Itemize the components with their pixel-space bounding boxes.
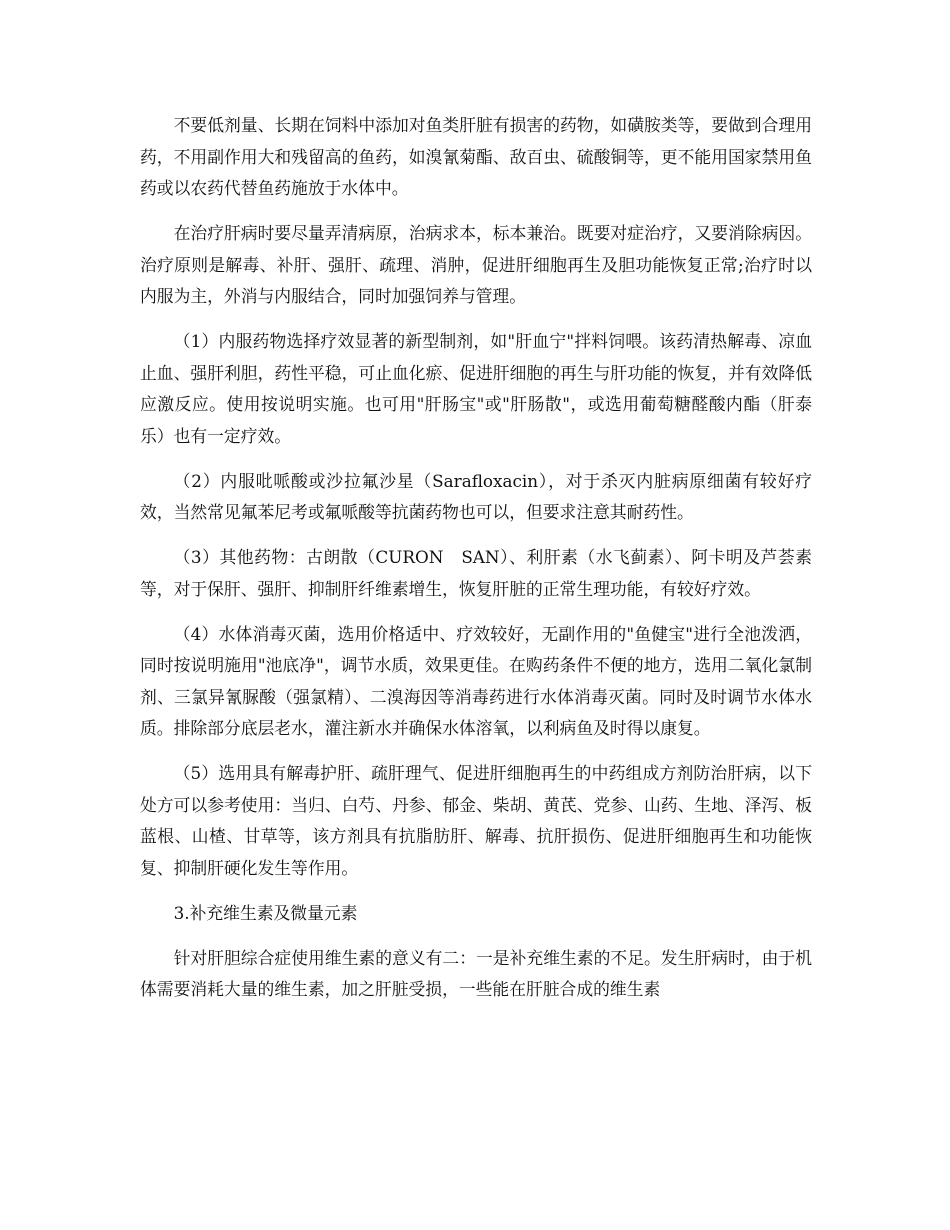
- paragraph-treatment-principle: 在治疗肝病时要尽量弄清病原，治病求本，标本兼治。既要对症治疗，又要消除病因。治疗原则是解毒、补肝、强肝、疏理、消肿，促进肝细胞再生及胆功能恢复正常;治疗时以内服为主，外消与内服结合，同时加强饲养与管理。: [140, 223, 812, 306]
- paragraph-item-2: （2）内服吡哌酸或沙拉氟沙星（Sarafloxacin），对于杀灭内脏病原细菌有较好疗效，当然常见氟苯尼考或氟哌酸等抗菌药物也可以，但要求注意其耐药性。: [140, 470, 812, 522]
- paragraph-item-1: （1）内服药物选择疗效显著的新型制剂，如"肝血宁"拌料饲喂。该药清热解毒、凉血止血、强肝利胆，药性平稳，可止血化瘀、促进肝细胞的再生与肝功能的恢复，并有效降低应激反应。使用按说明实施。也可用"肝肠宝"或"肝肠散"，或选用葡萄糖醛酸内酯（肝泰乐）也有一定疗效。: [140, 331, 812, 446]
- paragraph-drug-caution: 不要低剂量、长期在饲料中添加对鱼类肝脏有损害的药物，如磺胺类等，要做到合理用药，不用副作用大和残留高的鱼药，如溴氰菊酯、敌百虫、硫酸铜等，更不能用国家禁用鱼药或以农药代替鱼药施放于水体中。: [140, 115, 812, 198]
- document-body: [140, 110, 812, 1019]
- paragraph-item-3: （3）其他药物：古朗散（CURON SAN）、利肝素（水飞蓟素）、阿卡明及芦荟素等，对于保肝、强肝、抑制肝纤维素增生，恢复肝脏的正常生理功能，有较好疗效。: [140, 547, 812, 599]
- paragraph-vitamin-intro: 针对肝胆综合症使用维生素的意义有二：一是补充维生素的不足。发生肝病时，由于机体需要消耗大量的维生素，加之肝脏受损，一些能在肝脏合成的维生素: [140, 947, 812, 999]
- paragraph-item-4: （4）水体消毒灭菌，选用价格适中、疗效较好，无副作用的"鱼健宝"进行全池泼洒，同时按说明施用"池底净"，调节水质，效果更佳。在购药条件不便的地方，选用二氧化氯制剂、三氯异氰脲酸（强氯精）、二溴海因等消毒药进行水体消毒灭菌。同时及时调节水体水质。排除部分底层老水，灌注新水并确保水体溶氧，以利病鱼及时得以康复。: [140, 623, 812, 738]
- paragraph-item-5: （5）选用具有解毒护肝、疏肝理气、促进肝细胞再生的中药组成方剂防治肝病，以下处方可以参考使用：当归、白芍、丹参、郁金、柴胡、黄芪、党参、山药、生地、泽泻、板蓝根、山楂、甘草等，该方剂具有抗脂肪肝、解毒、抗肝损伤、促进肝细胞再生和功能恢复、抑制肝硬化发生等作用。: [140, 763, 812, 878]
- section-heading: 3.补充维生素及微量元素: [173, 902, 358, 923]
